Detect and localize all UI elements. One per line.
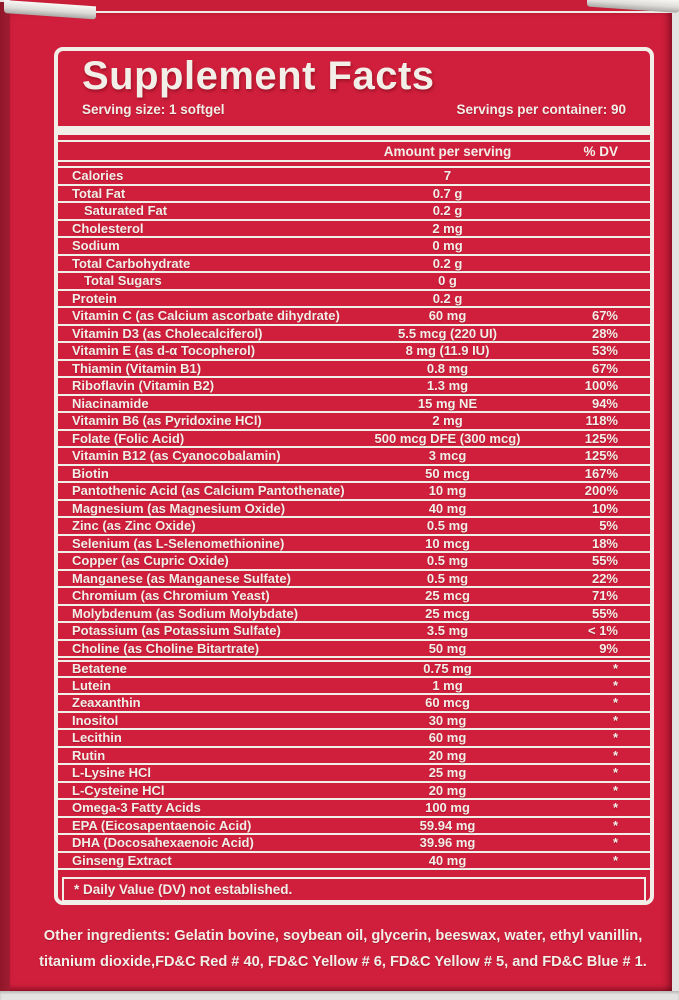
row-dv: * — [612, 782, 618, 798]
row-dv: 53% — [591, 343, 618, 359]
table-row — [58, 431, 650, 449]
row-amount: 0.2 g — [432, 203, 463, 219]
row-amount: 0 g — [438, 273, 457, 289]
row-dv: 71% — [591, 588, 618, 604]
row-dv: * — [612, 695, 618, 711]
row-amount: 15 mg NE — [417, 395, 478, 411]
serving-size-label: Serving size: 1 softgel — [82, 102, 225, 118]
row-dv: < 1% — [588, 623, 618, 639]
table-row — [58, 553, 650, 571]
row-dv: 9% — [599, 640, 618, 656]
row-name: Magnesium (as Magnesium Oxide) — [72, 500, 286, 516]
row-dv: 200% — [584, 483, 618, 499]
serving-info-row — [82, 102, 626, 120]
row-name: Calories — [72, 168, 124, 184]
row-amount: 40 mg — [428, 500, 467, 516]
row-name: Choline (as Choline Bitartrate) — [72, 640, 260, 656]
table-row — [58, 835, 650, 853]
table-row — [58, 168, 650, 186]
row-dv: 125% — [584, 430, 618, 446]
other-ingredients-line-2: titanium dioxide,FD&C Red # 40, FD&C Yellow # 6, FD&C Yellow # 5, and FD&C Blue # 1. — [39, 954, 647, 970]
table-row — [58, 536, 650, 554]
row-name: Folate (Folic Acid) — [72, 430, 185, 446]
row-name: Betatene — [72, 661, 127, 677]
row-amount: 50 mcg — [425, 465, 470, 481]
table-row — [58, 730, 650, 748]
row-amount: 0.8 mg — [426, 360, 469, 376]
background-bottom-strip — [0, 991, 679, 1000]
row-amount: 25 mcg — [425, 588, 470, 604]
row-amount: 20 mg — [428, 747, 467, 763]
row-amount: 500 mcg DFE (300 mcg) — [374, 430, 521, 446]
table-row — [58, 448, 650, 466]
header-amount-per-serving: Amount per serving — [383, 143, 512, 159]
row-amount: 0.5 mg — [426, 553, 469, 569]
row-dv: 28% — [591, 325, 618, 341]
table-row — [58, 588, 650, 606]
row-amount: 10 mcg — [425, 535, 470, 551]
row-name: Cholesterol — [72, 220, 144, 236]
row-dv: 22% — [591, 570, 618, 586]
row-name: Vitamin B6 (as Pyridoxine HCl) — [72, 413, 262, 429]
row-name: Zinc (as Zinc Oxide) — [72, 518, 196, 534]
row-name: Total Sugars — [84, 273, 162, 289]
row-dv: 94% — [591, 395, 618, 411]
table-row — [58, 501, 650, 519]
header-percent-dv: % DV — [583, 143, 618, 159]
facts-table — [58, 166, 650, 870]
table-row — [58, 660, 650, 678]
box-front-face — [10, 13, 672, 991]
row-dv: 10% — [591, 500, 618, 516]
row-amount: 25 mcg — [425, 605, 470, 621]
row-amount: 5.5 mcg (220 UI) — [398, 325, 497, 341]
row-dv: 18% — [591, 535, 618, 551]
row-name: Sodium — [72, 238, 120, 254]
panel-title: Supplement Facts — [82, 54, 435, 98]
row-amount: 0.7 g — [432, 185, 463, 201]
table-row — [58, 238, 650, 256]
row-name: Inositol — [72, 712, 119, 728]
row-dv: * — [612, 817, 618, 833]
row-amount: 60 mcg — [425, 695, 470, 711]
table-row — [58, 641, 650, 659]
row-amount: 3 mcg — [428, 448, 467, 464]
row-name: Potassium (as Potassium Sulfate) — [72, 623, 281, 639]
table-row — [58, 273, 650, 291]
row-name: Vitamin B12 (as Cyanocobalamin) — [72, 448, 281, 464]
row-amount: 1 mg — [432, 677, 463, 693]
row-name: Ginseng Extract — [72, 852, 172, 868]
row-amount: 100 mg — [425, 800, 470, 816]
row-name: Chromium (as Chromium Yeast) — [72, 588, 270, 604]
other-ingredients-text — [28, 923, 658, 975]
table-row — [58, 818, 650, 836]
table-row — [58, 853, 650, 871]
row-dv: * — [612, 661, 618, 677]
row-name: Riboflavin (Vitamin B2) — [72, 378, 215, 394]
table-row — [58, 748, 650, 766]
row-dv: 100% — [584, 378, 618, 394]
row-dv: 55% — [591, 605, 618, 621]
row-name: Lutein — [72, 677, 111, 693]
table-row — [58, 413, 650, 431]
supplement-facts-panel — [54, 47, 654, 905]
table-row — [58, 396, 650, 414]
row-amount: 0 mg — [432, 238, 463, 254]
row-amount: 8 mg (11.9 IU) — [405, 343, 490, 359]
row-dv: * — [612, 730, 618, 746]
row-dv: * — [612, 677, 618, 693]
row-amount: 2 mg — [432, 220, 463, 236]
row-amount: 10 mg — [428, 483, 467, 499]
row-amount: 2 mg — [432, 413, 463, 429]
row-amount: 30 mg — [428, 712, 467, 728]
row-amount: 7 — [443, 168, 452, 184]
box-top-flap — [10, 0, 679, 13]
row-amount: 50 mg — [428, 640, 467, 656]
row-dv: 67% — [591, 308, 618, 324]
box-left-edge — [0, 2, 10, 991]
row-name: Molybdenum (as Sodium Molybdate) — [72, 605, 299, 621]
row-name: Omega-3 Fatty Acids — [72, 800, 201, 816]
row-amount: 3.5 mg — [426, 623, 469, 639]
row-amount: 20 mg — [428, 782, 467, 798]
row-name: Biotin — [72, 465, 109, 481]
separator-bar — [58, 126, 650, 135]
table-row — [58, 518, 650, 536]
row-name: Total Carbohydrate — [72, 255, 191, 271]
other-ingredients-line-1: Other ingredients: Gelatin bovine, soybean oil, glycerin, beeswax, water, ethyl vanillin, — [43, 928, 643, 944]
row-name: Niacinamide — [72, 395, 149, 411]
row-dv: * — [612, 747, 618, 763]
row-dv: 125% — [584, 448, 618, 464]
table-row — [58, 678, 650, 696]
row-dv: * — [612, 765, 618, 781]
row-name: Protein — [72, 290, 117, 306]
row-amount: 0.5 mg — [426, 518, 469, 534]
table-row — [58, 783, 650, 801]
table-header-row — [58, 140, 650, 162]
row-name: Vitamin C (as Calcium ascorbate dihydrate) — [72, 308, 340, 324]
table-row — [58, 378, 650, 396]
row-dv: 118% — [585, 413, 618, 429]
table-row — [58, 713, 650, 731]
row-amount: 40 mg — [428, 852, 467, 868]
row-name: Saturated Fat — [84, 203, 168, 219]
row-amount: 60 mg — [428, 730, 467, 746]
row-name: Copper (as Cupric Oxide) — [72, 553, 229, 569]
row-name: DHA (Docosahexaenoic Acid) — [72, 835, 254, 851]
table-row — [58, 765, 650, 783]
row-amount: 60 mg — [428, 308, 467, 324]
row-name: L-Cysteine HCl — [72, 782, 165, 798]
row-dv: 67% — [591, 360, 618, 376]
row-amount: 39.96 mg — [419, 835, 476, 851]
table-row — [58, 291, 650, 309]
row-amount: 25 mg — [428, 765, 467, 781]
row-amount: 59.94 mg — [419, 817, 476, 833]
table-row — [58, 623, 650, 641]
row-amount: 0.75 mg — [423, 661, 472, 677]
servings-per-container-label: Servings per container: 90 — [456, 102, 626, 118]
table-row — [58, 256, 650, 274]
row-name: Vitamin D3 (as Cholecalciferol) — [72, 325, 263, 341]
row-name: Thiamin (Vitamin B1) — [72, 360, 202, 376]
table-row — [58, 203, 650, 221]
row-dv: * — [612, 712, 618, 728]
daily-value-footnote: * Daily Value (DV) not established. — [62, 877, 646, 902]
row-name: Rutin — [72, 747, 106, 763]
row-amount: 0.5 mg — [426, 570, 469, 586]
row-dv: 167% — [584, 465, 618, 481]
row-name: Selenium (as L-Selenomethionine) — [72, 535, 285, 551]
table-row — [58, 186, 650, 204]
table-row — [58, 483, 650, 501]
row-dv: * — [612, 800, 618, 816]
row-name: Zeaxanthin — [72, 695, 141, 711]
row-dv: 5% — [599, 518, 618, 534]
table-row — [58, 466, 650, 484]
row-name: EPA (Eicosapentaenoic Acid) — [72, 817, 252, 833]
row-name: L-Lysine HCl — [72, 765, 151, 781]
row-name: Vitamin E (as d-α Tocopherol) — [72, 343, 256, 359]
table-row — [58, 695, 650, 713]
table-row — [58, 326, 650, 344]
table-row — [58, 800, 650, 818]
table-row — [58, 361, 650, 379]
row-name: Pantothenic Acid (as Calcium Pantothenate) — [72, 483, 345, 499]
table-row — [58, 221, 650, 239]
row-name: Lecithin — [72, 730, 122, 746]
table-row — [58, 606, 650, 624]
table-row — [58, 571, 650, 589]
table-row — [58, 343, 650, 361]
row-dv: 55% — [591, 553, 618, 569]
row-name: Total Fat — [72, 185, 126, 201]
row-amount: 1.3 mg — [426, 378, 469, 394]
row-dv: * — [612, 852, 618, 868]
row-dv: * — [612, 835, 618, 851]
row-amount: 0.2 g — [432, 290, 463, 306]
table-row — [58, 308, 650, 326]
row-name: Manganese (as Manganese Sulfate) — [72, 570, 291, 586]
row-amount: 0.2 g — [432, 255, 463, 271]
